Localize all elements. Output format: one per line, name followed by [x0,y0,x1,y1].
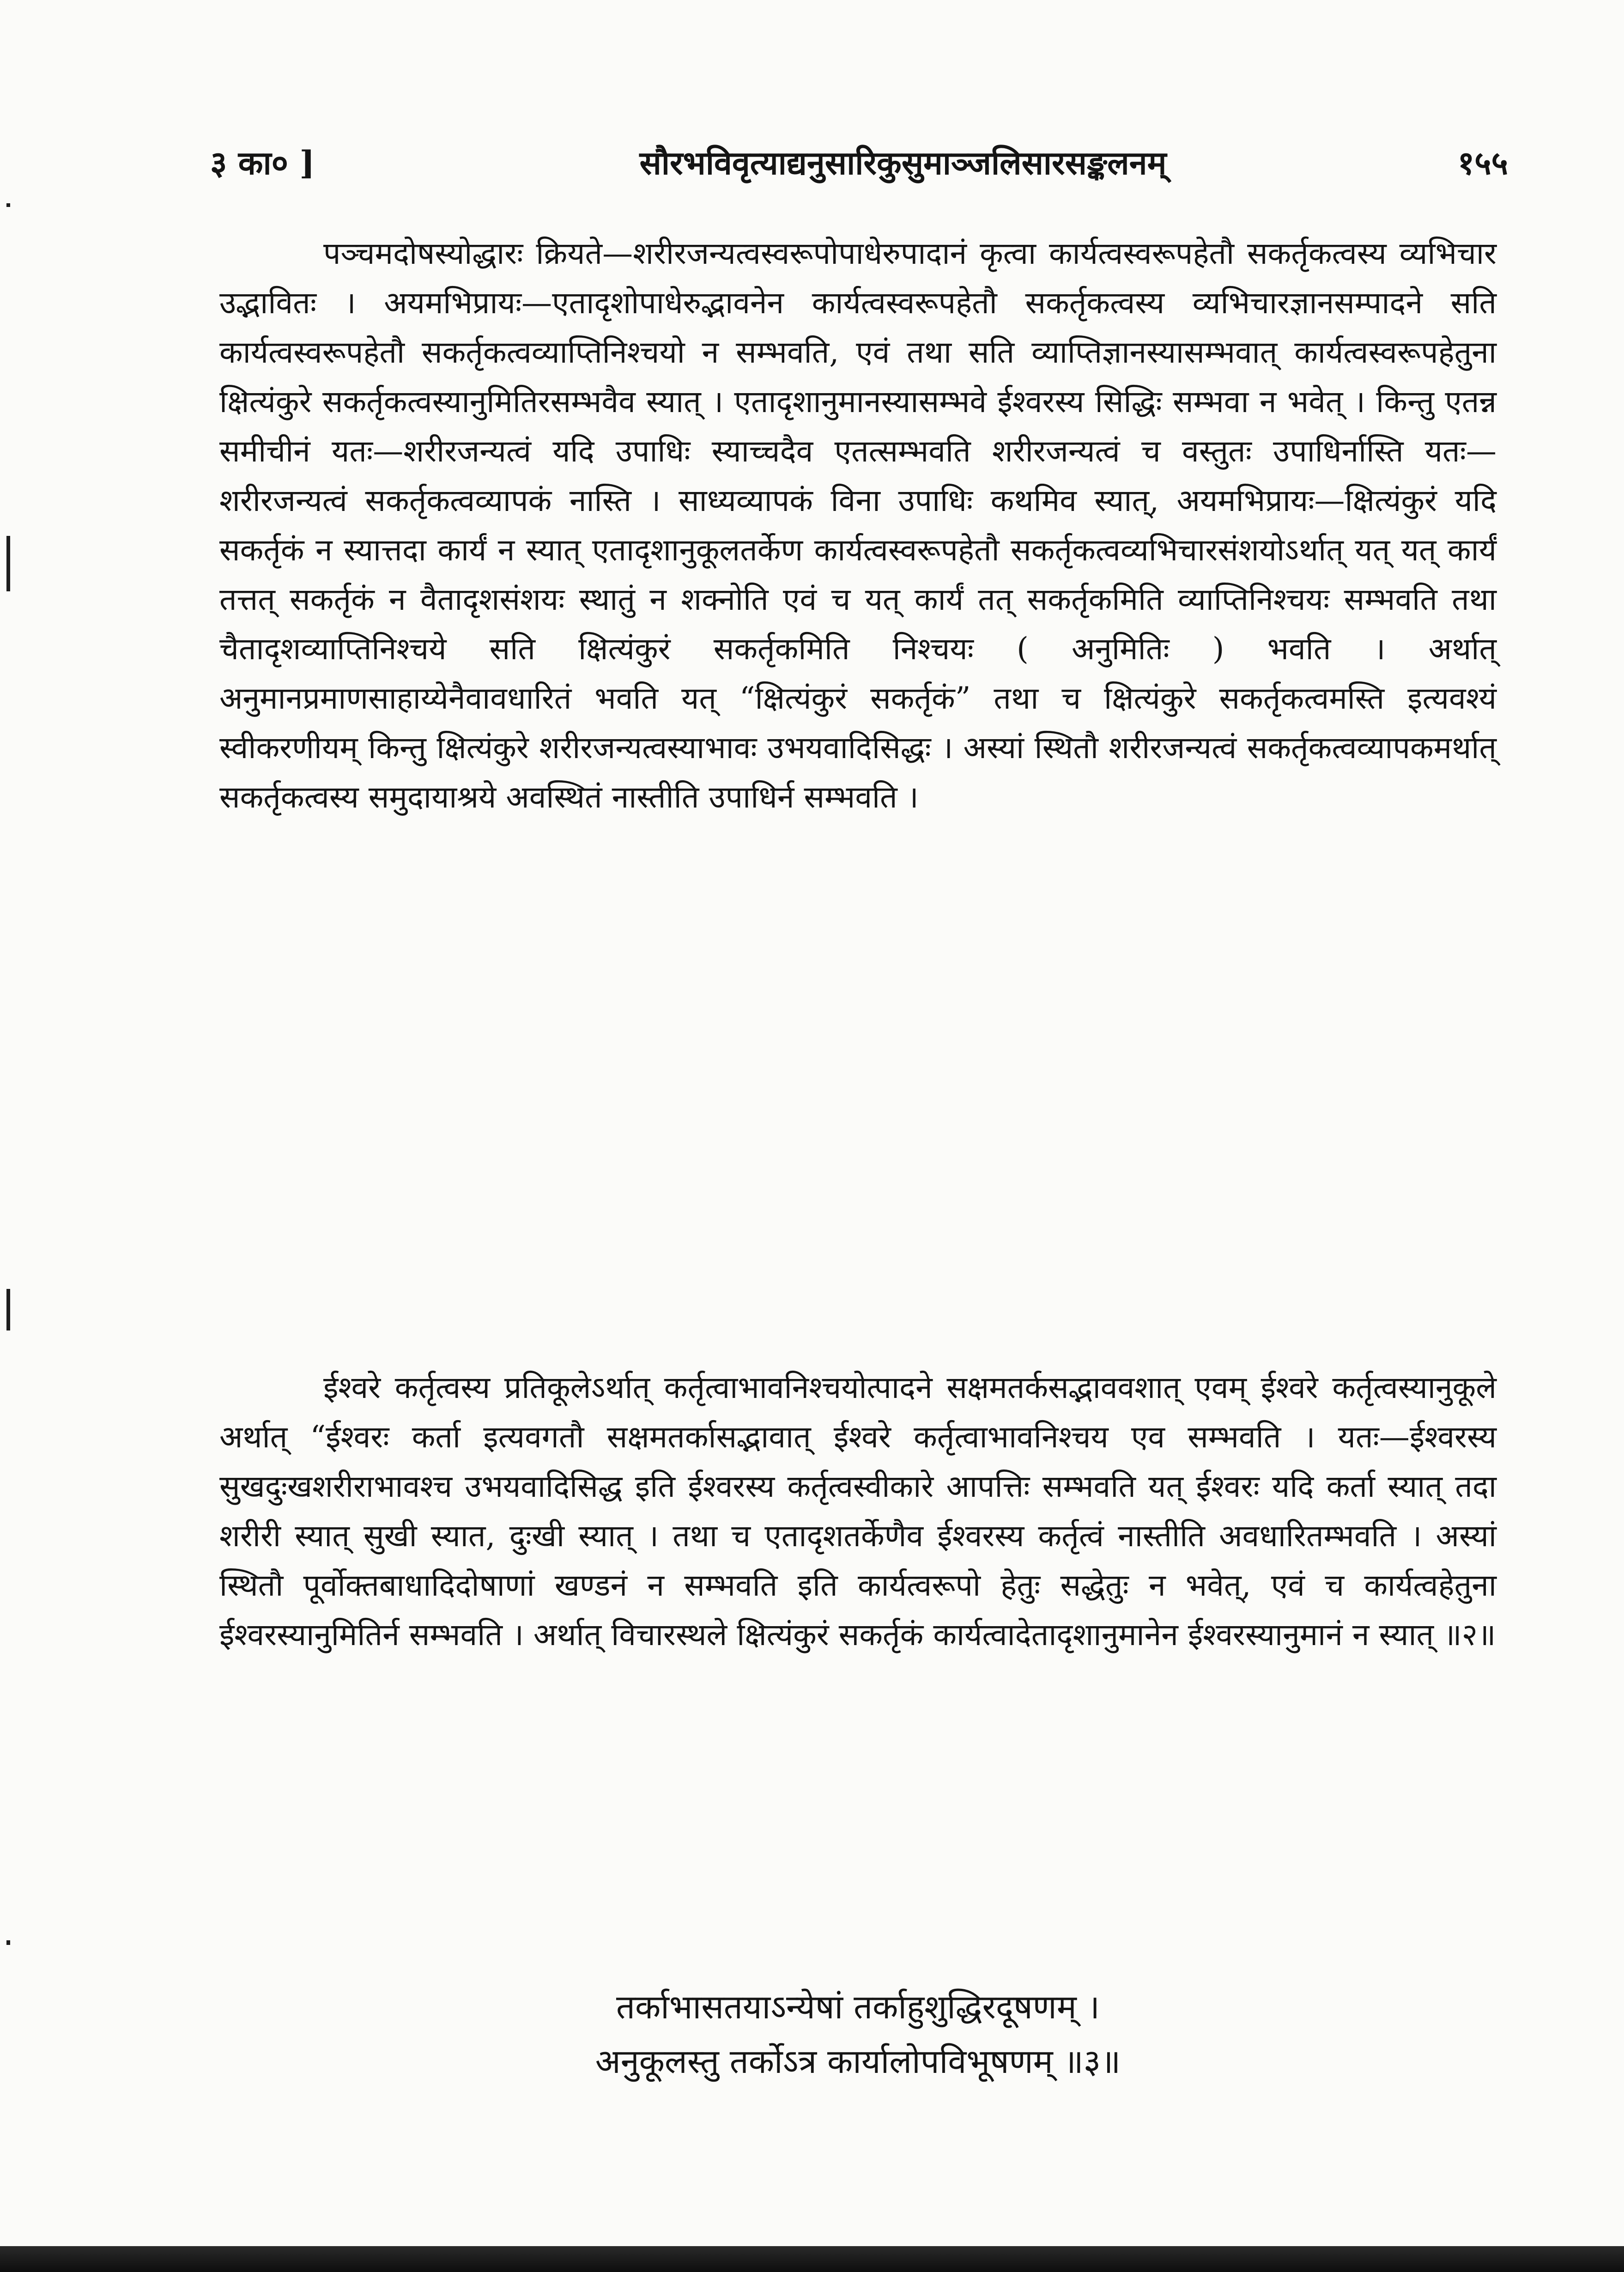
verse-block [219,1980,1497,2089]
margin-mark [6,536,10,591]
paragraph-2: ईश्वरे कर्तृत्वस्य प्रतिकूलेऽर्थात् कर्तृत्वाभावनिश्चयोत्पादने सक्षमतर्कसद्भाववशात् एवम् ईश्वरे कर्तृत्वस्यानुकूले अर्थात् “ईश्वरः कर्ता इत्यवगतौ सक्षमतर्कासद्भावात् ईश्वरे कर्तृत्वाभावनिश्चय एव सम्भवति । यतः—ईश्वरस्य सुखदुःखशरीराभावश्च उभयवादिसिद्ध इति ईश्वरस्य कर्तृत्वस्वीकारे आपत्तिः सम्भवति यत् ईश्वरः यदि कर्ता स्यात् तदा शरीरी स्यात् सुखी स्यात, दुःखी स्यात् । तथा च एतादृशतर्केणैव ईश्वरस्य कर्तृत्वं नास्तीति अवधारितम्भवति । अस्यां स्थितौ पूर्वोक्तबाधादिदोषाणां खण्डनं न सम्भवति इति कार्यत्वरूपो हेतुः सद्धेतुः न भवेत्, एवं च कार्यत्वहेतुना ईश्वरस्यानुमितिर्न सम्भवति । अर्थात् विचारस्थले क्षित्यंकुरं सकर्तृकं कार्यत्वादेतादृशानुमानेन ईश्वरस्यानुमानं न स्यात् ॥२॥ [219,1370,1497,1652]
verse-line-1: तर्काभासतयाऽन्येषां तर्काहुशुद्धिरदूषणम् । [616,1987,1100,2026]
bottom-border [0,2246,1624,2272]
margin-mark [6,203,10,207]
margin-mark [6,1289,10,1330]
page-number: १५५ [1457,144,1508,182]
margin-mark [6,1940,10,1945]
section-marker: ३ का० ] [210,144,315,182]
page-header [210,138,1508,198]
verse-line-2: अनुकूलस्तु तर्कोऽत्र कार्यालोपविभूषणम् ॥३॥ [595,2042,1121,2081]
paragraph-1: पञ्चमदोषस्योद्धारः क्रियते—शरीरजन्यत्वस्वरूपोपाधेरुपादानं कृत्वा कार्यत्वस्वरूपहेतौ सकर्तृकत्वस्य व्यभिचार उद्भावितः । अयमभिप्रायः—एतादृशोपाधेरुद्भावनेन कार्यत्वस्वरूपहेतौ सकर्तृकत्वस्य व्यभिचारज्ञानसम्पादने सति कार्यत्वस्वरूपहेतौ सकर्तृकत्वव्याप्तिनिश्चयो न सम्भवति, एवं तथा सति व्याप्तिज्ञानस्यासम्भवात् कार्यत्वस्वरूपहेतुना क्षित्यंकुरे सकर्तृकत्वस्यानुमितिरसम्भवैव स्यात् । एतादृशानुमानस्यासम्भवे ईश्वरस्य सिद्धिः सम्भवा न भवेत् । किन्तु एतन्न समीचीनं यतः—शरीरजन्यत्वं यदि उपाधिः स्याच्चदैव एतत्सम्भवति शरीरजन्यत्वं च वस्तुतः उपाधिर्नास्ति यतः—शरीरजन्यत्वं सकर्तृकत्वव्यापकं नास्ति । साध्यव्यापकं विना उपाधिः कथमिव स्यात्, अयमभिप्रायः—क्षित्यंकुरं यदि सकर्तृकं न स्यात्तदा कार्यं न स्यात् एतादृशानुकूलतर्केण कार्यत्वस्वरूपहेतौ सकर्तृकत्वव्यभिचारसंशयोऽर्थात् यत् यत् कार्यं तत्तत् सकर्तृकं न वैतादृशसंशयः स्थातुं न शक्नोति एवं च यत् कार्यं तत् सकर्तृकमिति व्याप्तिनिश्चयः सम्भवति तथा चैतादृशव्याप्तिनिश्चये सति क्षित्यंकुरं सकर्तृकमिति निश्चयः ( अनुमितिः ) भवति । अर्थात् अनुमानप्रमाणसाहाय्येनैवावधारितं भवति यत् “क्षित्यंकुरं सकर्तृकं” तथा च क्षित्यंकुरे सकर्तृकत्वमस्ति इत्यवश्यं स्वीकरणीयम् किन्तु क्षित्यंकुरे शरीरजन्यत्वस्याभावः उभयवादिसिद्धः । अस्यां स्थितौ शरीरजन्यत्वं सकर्तृकत्वव्यापकमर्थात् सकर्तृकत्वस्य समुदायाश्रये अवस्थितं नास्तीति उपाधिर्न सम्भवति । [219,236,1497,815]
running-title: सौरभविवृत्याद्यनुसारिकुसुमाञ्जलिसारसङ्कलनम् [639,144,1167,182]
